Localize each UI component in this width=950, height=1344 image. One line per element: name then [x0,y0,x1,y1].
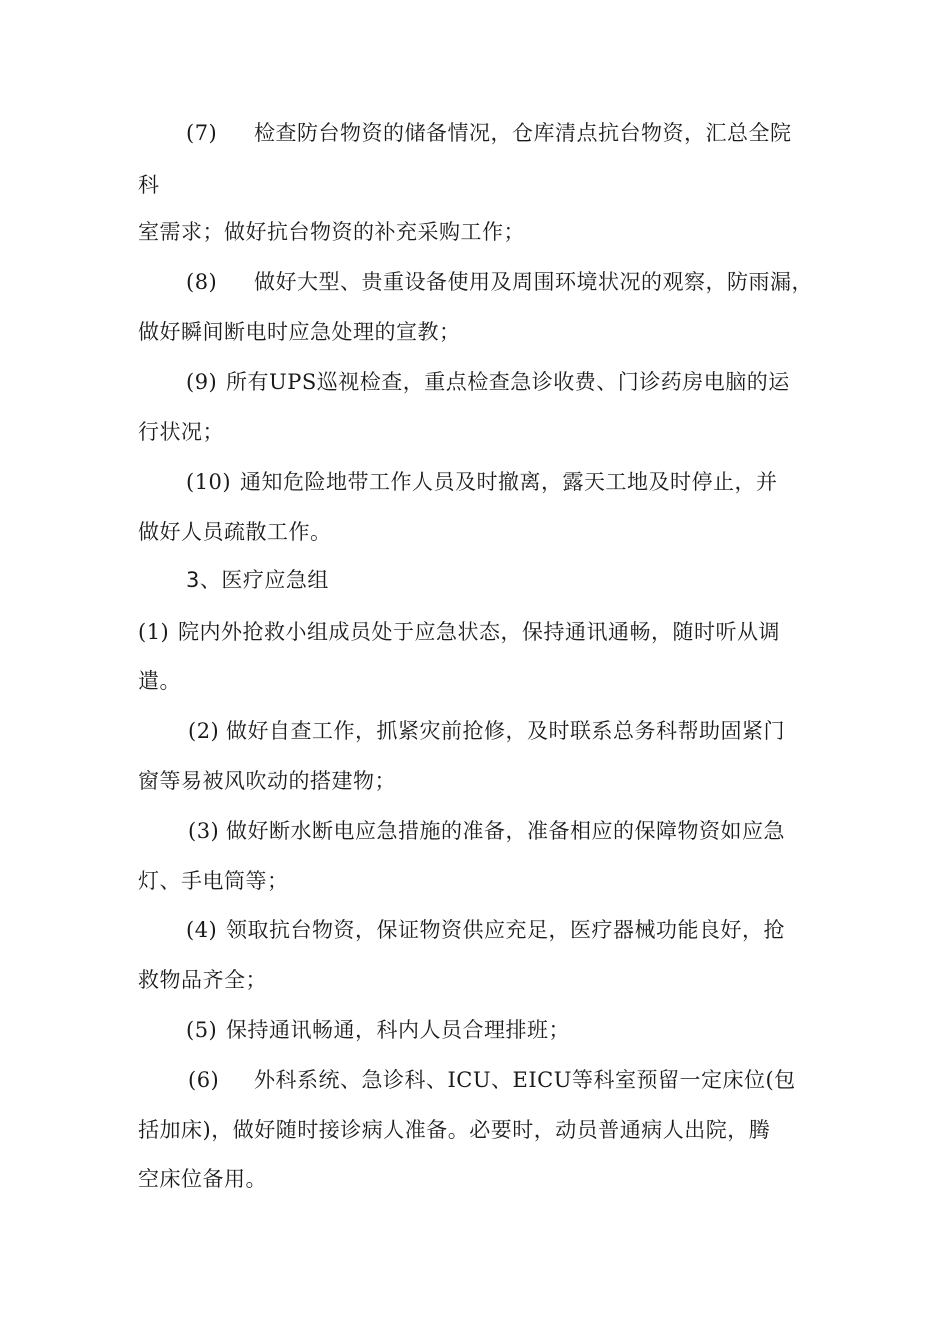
list-item-marker [188,716,219,746]
list-item-marker [186,118,217,148]
paragraph-line: 科 [138,173,160,197]
list-item-marker [186,1015,217,1045]
item-number: (7) [186,121,218,145]
list-item-marker [188,1065,219,1095]
paragraph-line: 灯、手电筒等； [138,869,289,893]
paragraph-line: 救物品齐全； [138,968,267,992]
list-item-marker [188,816,219,846]
paragraph-line: 外科系统、急诊科、ICU、EICU等科室预留一定床位(包 [254,1068,796,1092]
item-number: (10) [186,470,232,494]
list-item-marker [186,915,217,945]
section-heading: 3、医疗应急组 [186,568,329,592]
list-item-marker [138,617,169,647]
list-item-marker [186,367,217,397]
paragraph-line: 检查防台物资的储备情况，仓库清点抗台物资，汇总全院 [254,121,792,145]
paragraph-line: 空床位备用。 [138,1167,267,1191]
paragraph-line: 行状况； [138,420,224,444]
paragraph-line: 做好大型、贵重设备使用及周围环境状况的观察，防雨漏， [254,270,813,294]
item-number: (4) [186,918,218,942]
paragraph-line: 窗等易被风吹动的搭建物； [138,769,396,793]
item-number: (8) [186,270,218,294]
paragraph-line: 做好自查工作，抓紧灾前抢修，及时联系总务科帮助固紧门 [226,719,785,743]
paragraph-line: 括加床)，做好随时接诊病人准备。必要时，动员普通病人出院，腾 [138,1118,771,1142]
list-item-marker [186,467,231,497]
item-number: (2) [188,719,220,743]
item-number: (9) [186,370,218,394]
paragraph-line: 领取抗台物资，保证物资供应充足，医疗器械功能良好，抢 [226,918,785,942]
paragraph-line: 所有UPS巡视检查，重点检查急诊收费、门诊药房电脑的运 [226,370,790,394]
item-number: (3) [188,819,220,843]
item-number: (1) [138,620,170,644]
item-number: (5) [186,1018,218,1042]
item-number: (6) [188,1068,220,1092]
paragraph-line: 做好断水断电应急措施的准备，准备相应的保障物资如应急 [226,819,785,843]
paragraph-line: 通知危险地带工作人员及时撤离，露天工地及时停止，并 [240,470,778,494]
list-item-marker [186,267,217,297]
paragraph-line: 做好人员疏散工作。 [138,520,332,544]
paragraph-line: 保持通讯畅通，科内人员合理排班； [226,1018,570,1042]
paragraph-line: 院内外抢救小组成员处于应急状态，保持通讯通畅，随时听从调 [178,620,780,644]
paragraph-line: 室需求；做好抗台物资的补充采购工作； [138,220,525,244]
paragraph-line: 遣。 [138,669,181,693]
paragraph-line: 做好瞬间断电时应急处理的宣教； [138,320,461,344]
